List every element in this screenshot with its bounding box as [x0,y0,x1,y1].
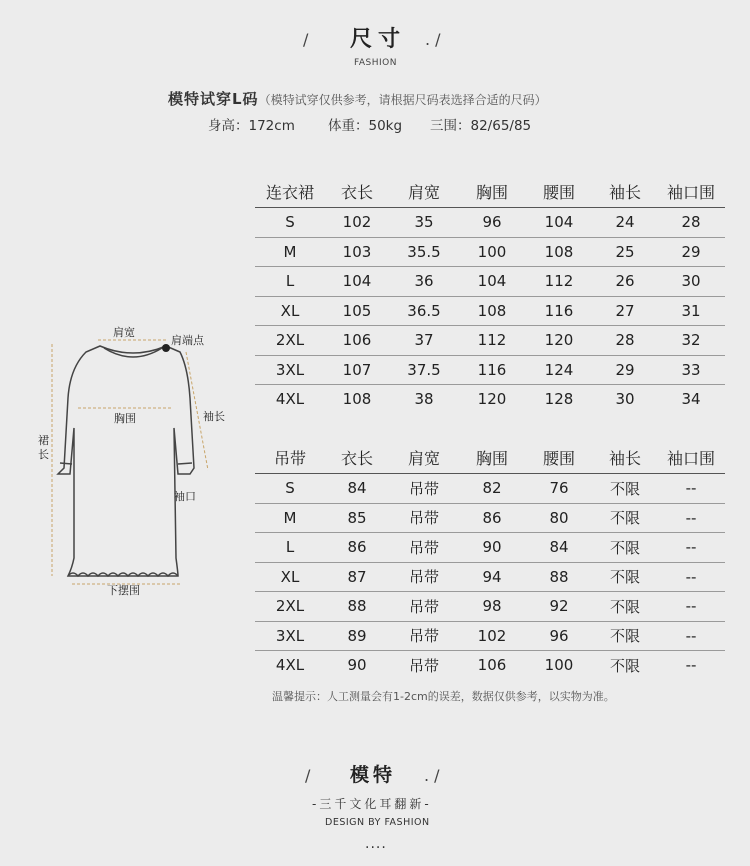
value-cell: 100 [525,651,593,680]
value-cell: 128 [525,385,593,414]
footer-left-mark: / [305,766,311,785]
table-row [255,237,725,267]
table-row [255,208,725,238]
value-cell: 28 [657,208,725,238]
value-cell: 不限 [593,562,657,592]
value-cell: 80 [525,503,593,533]
value-cell: 76 [525,474,593,504]
value-cell: 102 [325,208,389,238]
size-table-dress [255,176,725,414]
value-cell: 116 [459,355,525,385]
label-skirt-length: 裙 长 [38,434,49,461]
value-cell: 35.5 [389,237,459,267]
value-cell: 24 [593,208,657,238]
value-cell: 84 [325,474,389,504]
value-cell: 120 [525,326,593,356]
size-cell: 3XL [255,621,325,651]
model-size-tried: 模特试穿L码 [168,90,259,108]
value-cell: 不限 [593,503,657,533]
table-header-row [255,176,725,208]
size-cell: M [255,237,325,267]
value-cell: 38 [389,385,459,414]
size-cell: 2XL [255,326,325,356]
value-cell: 84 [525,533,593,563]
value-cell: 124 [525,355,593,385]
header-left-mark: / [303,30,309,49]
size-cell: L [255,533,325,563]
footer-en-line: DESIGN BY FASHION [325,817,430,828]
value-cell: 35 [389,208,459,238]
table-row [255,385,725,414]
value-cell: 29 [593,355,657,385]
col-header: 连衣裙 [265,183,314,202]
size-cell: XL [255,296,325,326]
value-cell: 30 [657,267,725,297]
value-cell: 37 [389,326,459,356]
value-cell: 36 [389,267,459,297]
size-cell: L [255,267,325,297]
value-cell: 不限 [593,474,657,504]
value-cell: 88 [525,562,593,592]
size-cell: 2XL [255,592,325,622]
value-cell: 吊带 [389,503,459,533]
footer-title: 模特 [350,764,397,786]
label-sleeve-length: 袖长 [203,410,225,423]
label-shoulder-width: 肩宽 [113,326,135,339]
value-cell: 吊带 [389,621,459,651]
value-cell: 25 [593,237,657,267]
table-row [255,474,725,504]
model-height: 身高：172cm [208,118,295,134]
value-cell: 34 [657,385,725,414]
value-cell: 36.5 [389,296,459,326]
value-cell: 105 [325,296,389,326]
col-header: 袖口围 [666,183,715,202]
value-cell: 88 [325,592,389,622]
table-row [255,503,725,533]
size-cell: XL [255,562,325,592]
value-cell: 30 [593,385,657,414]
value-cell: 90 [459,533,525,563]
value-cell: -- [657,503,725,533]
value-cell: 86 [325,533,389,563]
value-cell: 104 [325,267,389,297]
value-cell: 86 [459,503,525,533]
value-cell: 112 [459,326,525,356]
table-header-row [255,442,725,474]
value-cell: 89 [325,621,389,651]
value-cell: 104 [459,267,525,297]
table-row [255,533,725,563]
label-chest: 胸围 [114,412,136,425]
header-subtitle: FASHION [354,58,397,68]
table-row [255,267,725,297]
footer-right-mark: . / [424,766,440,785]
footer-cn-line: -三千文化耳翻新- [312,797,432,811]
col-header: 胸围 [475,183,508,202]
page-title: 尺寸 [350,27,407,52]
model-weight: 体重：50kg [328,118,403,134]
measurement-note: 温馨提示：人工测量会有1-2cm的误差，数据仅供参考，以实物为准。 [272,690,615,703]
measure-lines-icon [52,340,208,584]
value-cell: 96 [459,208,525,238]
value-cell: 27 [593,296,657,326]
model-info-line [168,88,547,109]
col-header: 衣长 [340,449,373,468]
value-cell: -- [657,474,725,504]
label-cuff: 袖口 [174,490,196,503]
col-header: 肩宽 [407,449,440,468]
value-cell: 31 [657,296,725,326]
value-cell: -- [657,621,725,651]
table-row [255,296,725,326]
col-header: 袖长 [608,449,641,468]
footer-dots: .... [365,836,387,852]
value-cell: 不限 [593,533,657,563]
value-cell: 108 [525,237,593,267]
value-cell: 吊带 [389,474,459,504]
col-header: 腰围 [542,449,575,468]
value-cell: 102 [459,621,525,651]
size-table-camisole [255,442,725,680]
size-cell: 4XL [255,651,325,680]
value-cell: 吊带 [389,651,459,680]
value-cell: 96 [525,621,593,651]
value-cell: 吊带 [389,533,459,563]
value-cell: 吊带 [389,592,459,622]
shoulder-point-dot [162,344,170,352]
table-row [255,651,725,680]
value-cell: 108 [459,296,525,326]
value-cell: 98 [459,592,525,622]
value-cell: -- [657,533,725,563]
size-cell: S [255,208,325,238]
value-cell: 28 [593,326,657,356]
value-cell: 103 [325,237,389,267]
value-cell: 29 [657,237,725,267]
value-cell: 90 [325,651,389,680]
table-row [255,326,725,356]
dress-diagram [28,318,228,603]
table-row [255,592,725,622]
value-cell: 87 [325,562,389,592]
value-cell: 116 [525,296,593,326]
dress-outline-icon [58,346,194,576]
size-cell: 4XL [255,385,325,414]
value-cell: 33 [657,355,725,385]
value-cell: 100 [459,237,525,267]
value-cell: 120 [459,385,525,414]
col-header: 衣长 [340,183,373,202]
table-row [255,621,725,651]
value-cell: 32 [657,326,725,356]
col-header: 肩宽 [407,183,440,202]
value-cell: 92 [525,592,593,622]
value-cell: 不限 [593,592,657,622]
value-cell: 26 [593,267,657,297]
size-cell: 3XL [255,355,325,385]
value-cell: 106 [459,651,525,680]
value-cell: 112 [525,267,593,297]
col-header: 袖长 [608,183,641,202]
value-cell: 不限 [593,621,657,651]
header-right-mark: . / [425,30,441,49]
value-cell: 吊带 [389,562,459,592]
model-size-note: （模特试穿仅供参考，请根据尺码表选择合适的尺码） [258,93,547,107]
value-cell: 104 [525,208,593,238]
value-cell: 不限 [593,651,657,680]
model-measurements: 三围：82/65/85 [430,118,532,134]
value-cell: -- [657,562,725,592]
col-header: 胸围 [475,449,508,468]
value-cell: 107 [325,355,389,385]
col-header: 腰围 [542,183,575,202]
table-row [255,355,725,385]
value-cell: 82 [459,474,525,504]
value-cell: 106 [325,326,389,356]
value-cell: -- [657,592,725,622]
value-cell: 85 [325,503,389,533]
value-cell: 108 [325,385,389,414]
value-cell: -- [657,651,725,680]
size-cell: M [255,503,325,533]
size-cell: S [255,474,325,504]
label-hem: 下摆围 [107,584,140,597]
col-header: 袖口围 [666,449,715,468]
label-shoulder-point: 肩端点 [171,334,204,347]
value-cell: 94 [459,562,525,592]
col-header: 吊带 [273,449,306,468]
table-row [255,562,725,592]
value-cell: 37.5 [389,355,459,385]
